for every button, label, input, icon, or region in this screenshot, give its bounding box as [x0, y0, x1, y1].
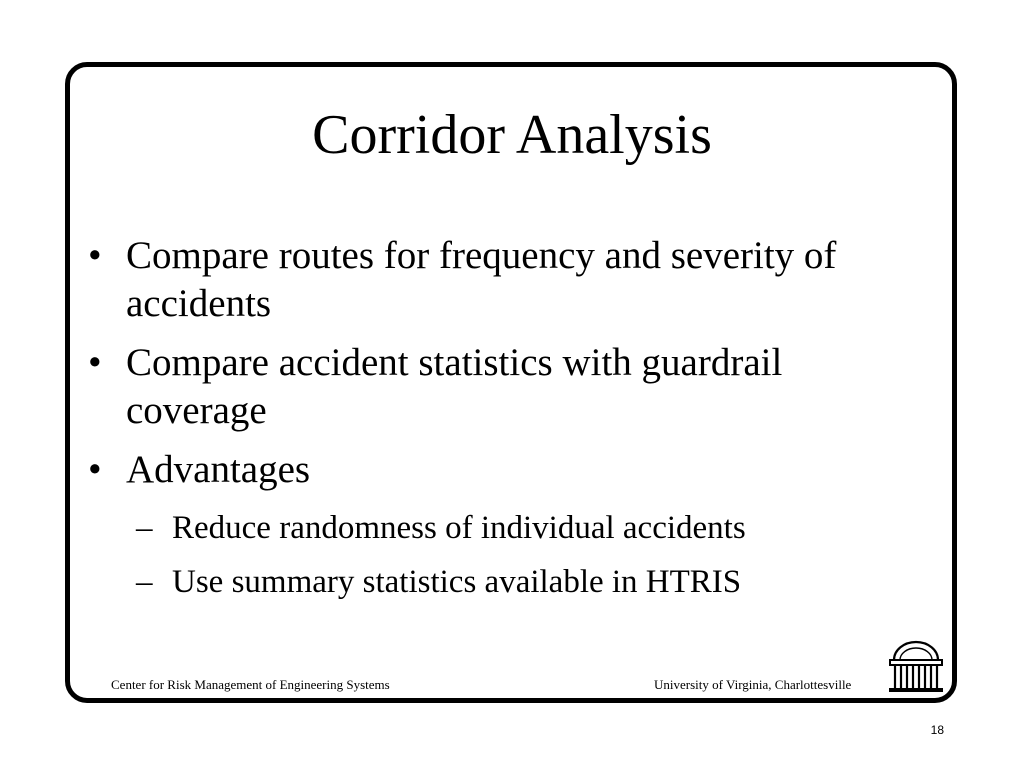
bullet-item: [88, 339, 928, 435]
bullet-item: [88, 446, 928, 602]
bullet-item: [88, 232, 928, 328]
sub-bullet-marker: –: [136, 510, 153, 546]
sub-bullet-text: Reduce randomness of individual accidents: [172, 510, 746, 546]
sub-bullet-text: Use summary statistics available in HTRIS: [172, 564, 742, 600]
sub-bullet-item: [126, 562, 928, 602]
bullet-text: Compare routes for frequency and severity of accidents: [126, 234, 837, 325]
bullet-marker: •: [88, 448, 102, 491]
sub-bullet-list: [126, 508, 928, 602]
footer-right-text: University of Virginia, Charlottesville: [654, 677, 852, 692]
bullet-text: Compare accident statistics with guardrail coverage: [126, 341, 783, 432]
sub-bullet-marker: –: [136, 564, 153, 600]
sub-bullet-item: [126, 508, 928, 548]
slide-title: Corridor Analysis: [312, 104, 712, 166]
footer-left-text: Center for Risk Management of Engineering Systems: [111, 677, 390, 692]
bullet-list: [88, 232, 928, 613]
rotunda-icon: [886, 638, 946, 694]
page-number: 18: [930, 723, 944, 737]
bullet-text: Advantages: [126, 448, 311, 491]
bullet-marker: •: [88, 234, 102, 277]
bullet-marker: •: [88, 341, 102, 384]
